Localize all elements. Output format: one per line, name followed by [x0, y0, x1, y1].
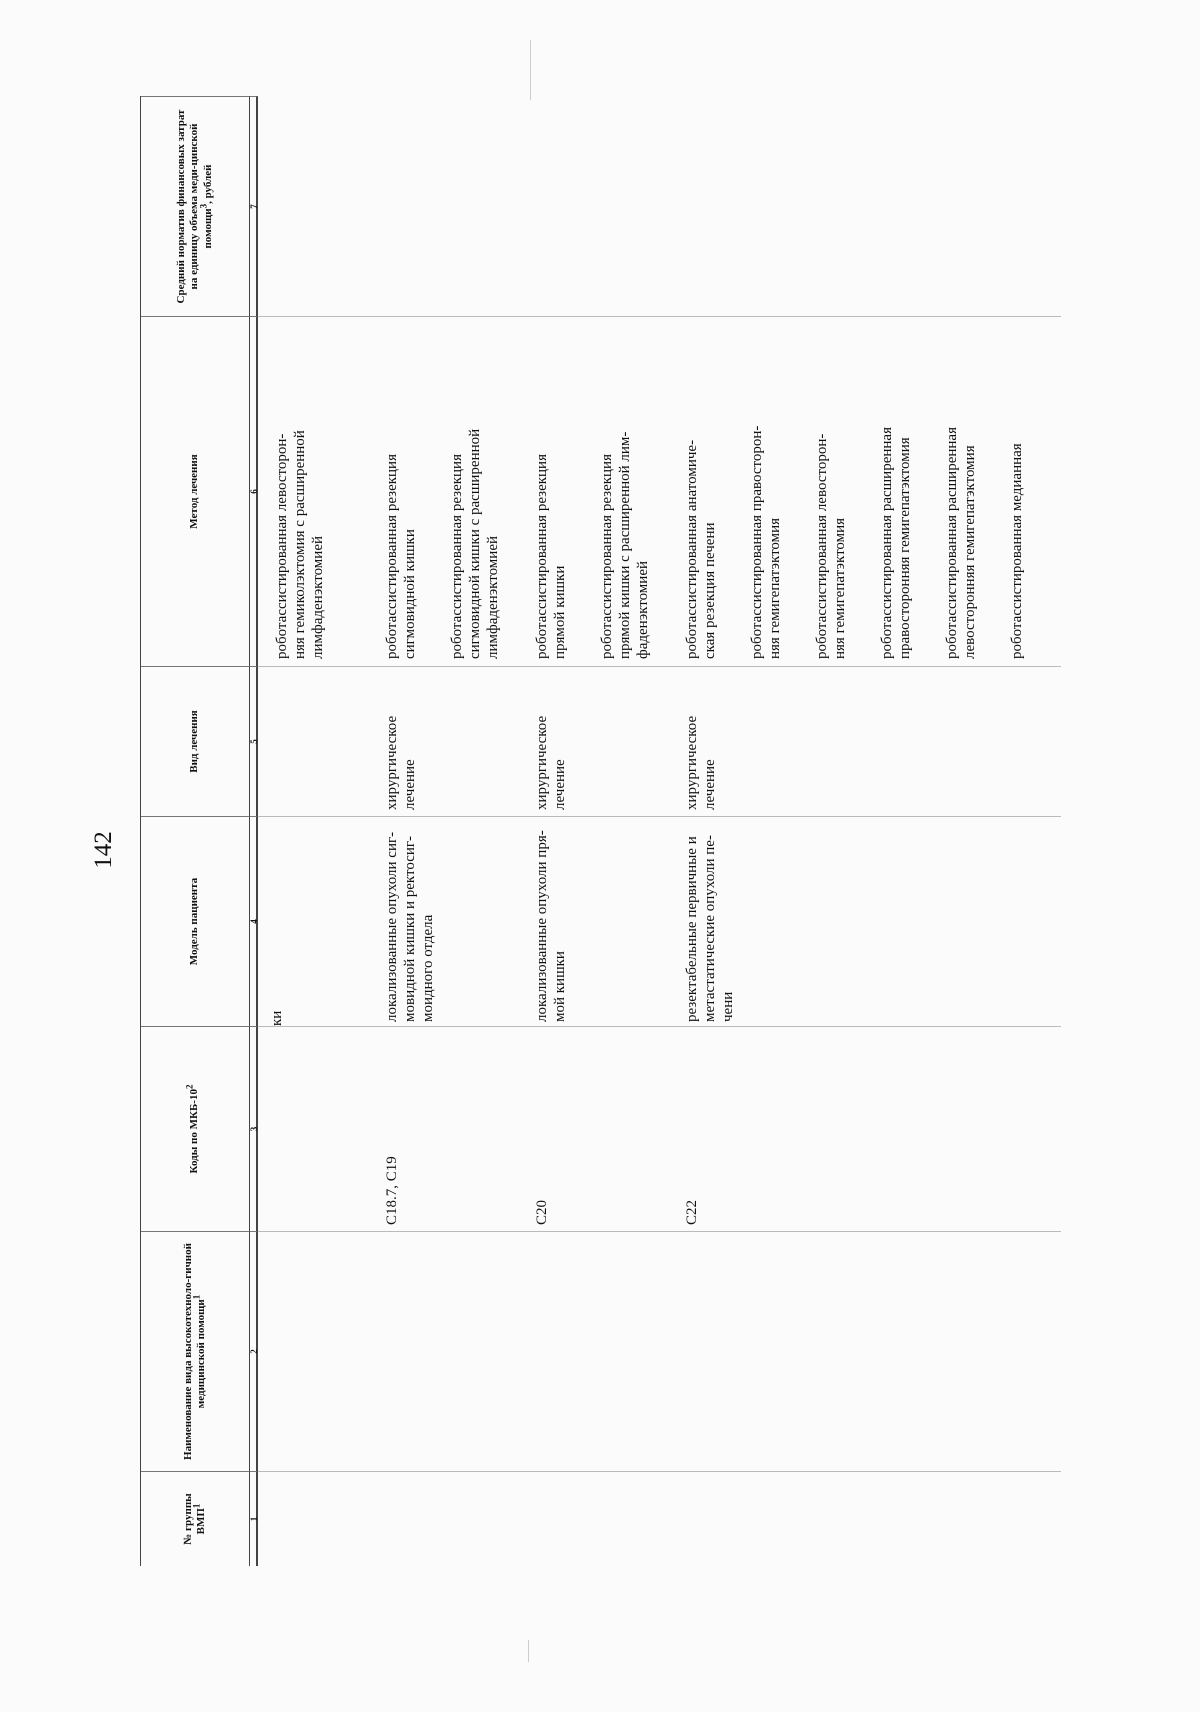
header-icd-codes: Коды по МКБ-$10^2$ — [141, 1026, 249, 1231]
method-cell: роботассистированная правосторон- няя гемигепатэктомия — [749, 425, 783, 659]
body-col-2 — [258, 1231, 1061, 1471]
patient-model-cell: резектабельные первичные и метастатические опухоли пе- чени — [684, 835, 736, 1022]
header-cost-standard: Средний норматив финансовых затрат на единицу объема меди-цинской помощи$^3$, рублей — [141, 96, 249, 316]
column-number: 4 — [249, 816, 258, 1026]
body-col-7 — [258, 96, 1061, 316]
vmp-table — [140, 96, 1061, 1566]
icd-code-cell: C18.7, C19 — [384, 1156, 400, 1225]
icd-code-cell: C22 — [684, 1199, 700, 1225]
header-group-number: № группы ВМП$^1$ — [141, 1471, 249, 1566]
column-number: 7 — [249, 96, 258, 316]
column-number: 3 — [249, 1026, 258, 1231]
method-cell: роботассистированная расширенная левосторонняя гемигепатэктомия — [944, 427, 978, 659]
body-col-4 — [258, 816, 1061, 1026]
scan-artifact — [528, 1640, 529, 1662]
method-cell: роботассистированная левосторон- няя гемиколэктомия с расширенной лимфаденэктомией — [274, 430, 326, 659]
method-cell: роботассистированная расширенная правосторонняя гемигепатэктомия — [879, 427, 913, 659]
method-cell: роботассистированная медианная — [1009, 443, 1025, 659]
patient-model-cell: локализованные опухоли сиг- мовидной кишки и ректосиг- моидного отдела — [384, 831, 436, 1022]
method-cell: роботассистированная резекция сигмовидной кишки — [384, 454, 418, 659]
body-col-5 — [258, 666, 1061, 816]
method-cell: роботассистированная резекция сигмовидной кишки с расширенной лимфаденэктомией — [449, 428, 501, 659]
column-number: 6 — [249, 316, 258, 666]
column-number: 5 — [249, 666, 258, 816]
header-patient-model: Модель пациента — [141, 816, 249, 1026]
treatment-type-cell: хирургическое лечение — [384, 715, 418, 810]
body-col-3 — [258, 1026, 1061, 1231]
body-col-1 — [258, 1471, 1061, 1566]
page-number: 142 — [90, 831, 117, 869]
carryover-text: ки — [269, 1010, 285, 1026]
treatment-type-cell: хирургическое лечение — [534, 715, 568, 810]
method-cell: роботассистированная левосторон- няя гемигепатэктомия — [814, 433, 848, 659]
column-number: 1 — [249, 1471, 258, 1566]
patient-model-cell: локализованные опухоли пря- мой кишки — [534, 830, 568, 1022]
header-vmp-name: Наименование вида высокотехноло-гичной медицинской помощи$^1$ — [141, 1231, 249, 1471]
treatment-type-cell: хирургическое лечение — [684, 715, 718, 810]
rotated-page — [140, 96, 1060, 1566]
icd-code-cell: C20 — [534, 1199, 550, 1225]
method-cell: роботассистированная резекция прямой кишки с расширенной лим- фаденэктомией — [599, 431, 651, 659]
column-number: 2 — [249, 1231, 258, 1471]
method-cell: роботассистированная анатомиче- ская резекция печени — [684, 439, 718, 659]
body-col-6 — [258, 316, 1061, 666]
method-cell: роботассистированная резекция прямой кишки — [534, 454, 568, 659]
header-treatment-type: Вид лечения — [141, 666, 249, 816]
header-treatment-method: Метод лечения — [141, 316, 249, 666]
scan-artifact — [530, 40, 531, 100]
